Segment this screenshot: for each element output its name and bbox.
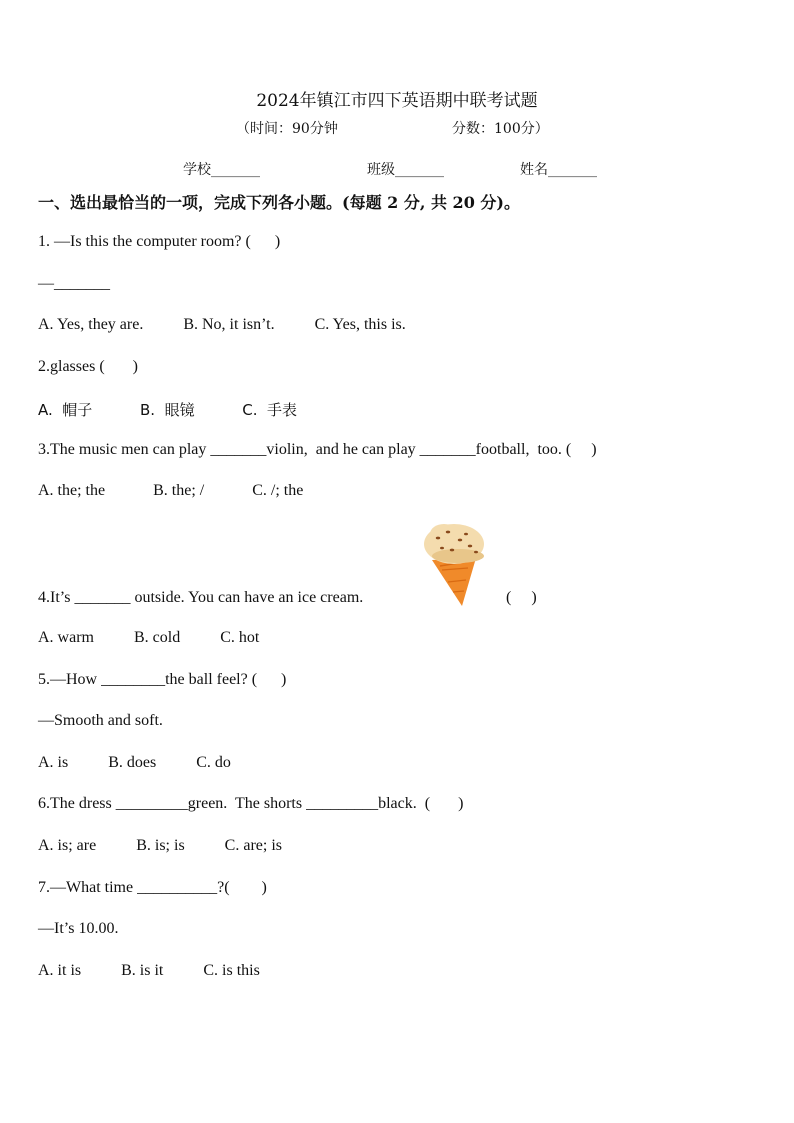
question-7-options: A. it is B. is it C. is this [38, 962, 260, 979]
total-score: 分数：100分） [452, 121, 549, 137]
class-field: 班级_______ [367, 162, 444, 178]
question-5-reply: —Smooth and soft. [38, 712, 163, 729]
time-limit: （时间：90分钟 [236, 121, 338, 137]
question-1-options: A. Yes, they are. B. No, it isn’t. C. Yes, this is. [38, 316, 406, 333]
ice-cream-icon [418, 518, 490, 615]
question-3-options: A. the; the B. the; / C. /; the [38, 482, 304, 499]
question-6-options: A. is; are B. is; is C. are; is [38, 837, 282, 854]
question-6-stem: 6.The dress _________green. The shorts _________black. ( ) [38, 795, 464, 812]
question-2-options: A. 帽子 B. 眼镜 C. 手表 [38, 401, 298, 419]
section-heading: 一、选出最恰当的一项，完成下列各小题。(每题 2 分, 共 20 分)。 [38, 193, 520, 212]
question-4-paren: ( ) [506, 589, 537, 606]
question-5-options: A. is B. does C. do [38, 754, 231, 771]
question-4-options: A. warm B. cold C. hot [38, 629, 260, 646]
question-1-answer-line: —_______ [38, 275, 110, 292]
question-7-reply: —It’s 10.00. [38, 920, 119, 937]
school-field: 学校_______ [183, 162, 260, 178]
question-2-stem: 2.glasses ( ) [38, 358, 138, 375]
name-field: 姓名_______ [520, 162, 597, 178]
question-7-stem: 7.—What time __________?( ) [38, 879, 267, 896]
page-title: 2024年镇江市四下英语期中联考试题 [256, 91, 538, 111]
question-5-stem: 5.—How ________the ball feel? ( ) [38, 671, 287, 688]
question-4-stem: 4.It’s _______ outside. You can have an ice cream. [38, 589, 364, 606]
question-1-stem: 1. —Is this the computer room? ( ) [38, 233, 281, 250]
ice-cream-cone [432, 558, 476, 606]
question-3-stem: 3.The music men can play _______violin, and he can play _______football, too. ( ) [38, 441, 597, 458]
